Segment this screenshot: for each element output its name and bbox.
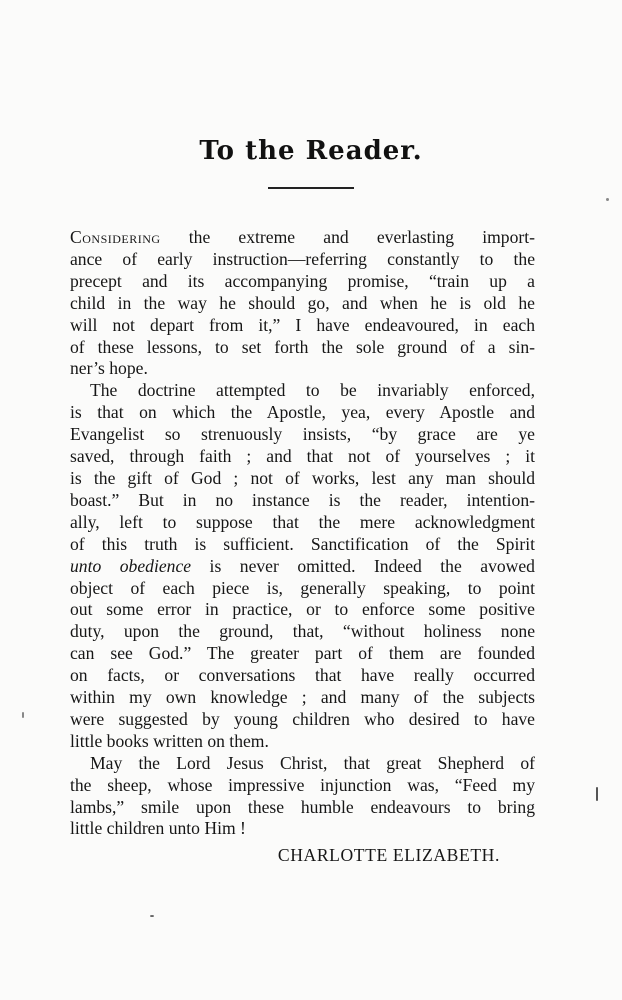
text-line: can see God.” The greater part of them are founded — [70, 643, 535, 664]
text-line: will not depart from it,” I have endeavoured, in each — [70, 314, 535, 335]
title-rule — [268, 187, 354, 189]
text-line: on facts, or conversations that have really occurred — [70, 665, 535, 686]
text-line: lambs,” smile upon these humble endeavours to bring — [70, 796, 535, 817]
text-line: unto obedience is never omitted. Indeed the avowed — [70, 555, 535, 576]
page-title: To the Reader. — [199, 136, 423, 166]
text-line: ance of early instruction—referring constantly to the — [70, 248, 535, 269]
text-line: within my own knowledge ; and many of the subjects — [70, 687, 535, 708]
drop-word: Considering — [70, 227, 161, 247]
text-line: Evangelist so strenuously insists, “by grace are ye — [70, 424, 535, 445]
text-line: of this truth is sufficient. Sanctification of the Spirit — [70, 533, 535, 554]
text-line: out some error in practice, or to enforce some positive — [70, 599, 535, 620]
text-line: the sheep, whose impressive injunction was, “Feed my — [70, 774, 535, 795]
text-line: little children unto Him ! — [70, 818, 246, 839]
preface-body — [70, 227, 535, 840]
text-line: May the Lord Jesus Christ, that great Shepherd of — [90, 752, 535, 773]
text-line: little books written on them. — [70, 730, 269, 751]
text-line: precept and its accompanying promise, “train up a — [70, 270, 535, 291]
text-line: saved, through faith ; and that not of yourselves ; it — [70, 446, 535, 467]
scan-speck — [606, 198, 609, 201]
italic-phrase: unto obedience — [70, 555, 192, 576]
text-line: ally, left to suppose that the mere acknowledgment — [70, 511, 535, 532]
text-line: ner’s hope. — [70, 358, 148, 379]
text-line: is that on which the Apostle, yea, every Apostle and — [70, 402, 535, 423]
text-line: duty, upon the ground, that, “without holiness none — [70, 621, 535, 642]
text-line: is the gift of God ; not of works, lest any man should — [70, 467, 535, 488]
text-line: child in the way he should go, and when he is old he — [70, 292, 535, 313]
text-line: boast.” But in no instance is the reader, intention- — [70, 489, 535, 510]
scan-speck — [596, 787, 598, 801]
text-line: Considering the extreme and everlasting import- — [70, 227, 535, 247]
author-signature: CHARLOTTE ELIZABETH. — [277, 845, 500, 865]
text-line: object of each piece is, generally speaking, to point — [70, 577, 535, 598]
text-line: The doctrine attempted to be invariably enforced, — [90, 380, 535, 401]
scan-speck — [150, 915, 154, 917]
text-line: of these lessons, to set forth the sole ground of a sin- — [70, 336, 535, 357]
text-line: were suggested by young children who desired to have — [70, 708, 535, 729]
scan-speck — [22, 712, 24, 718]
